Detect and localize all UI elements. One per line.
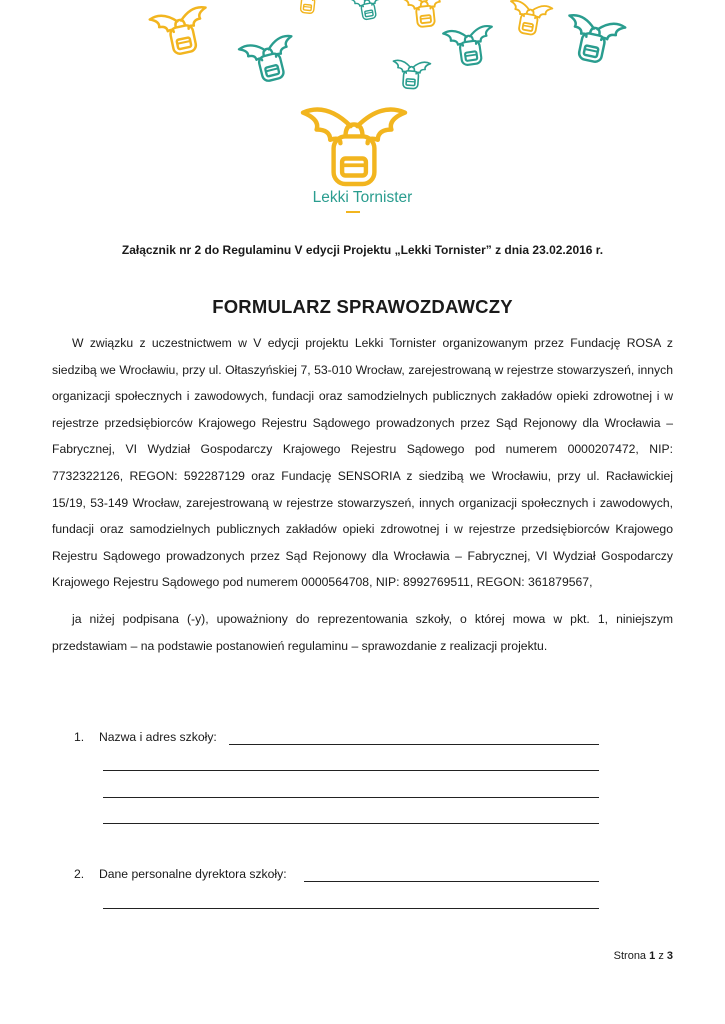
backpack-icon <box>443 25 497 67</box>
backpack-icon <box>561 14 625 67</box>
school-address-field-line[interactable] <box>103 823 599 824</box>
backpack-icon <box>392 60 431 90</box>
backpack-icon <box>239 35 301 86</box>
backpack-icon <box>349 0 386 22</box>
form-item-number: 2. <box>74 867 85 881</box>
footer-prefix: Strona <box>613 950 647 962</box>
school-name-field[interactable] <box>229 744 599 745</box>
footer-separator: z <box>658 950 664 962</box>
backpack-icon <box>506 0 553 37</box>
director-data-field-line[interactable] <box>103 908 599 909</box>
form-item-label: Dane personalne dyrektora szkoły: <box>98 867 287 881</box>
header-logo-area <box>0 0 725 220</box>
footer-current-page: 1 <box>649 950 656 962</box>
form-item-2 <box>74 867 287 881</box>
director-data-field[interactable] <box>304 881 599 882</box>
school-address-field-line[interactable] <box>103 797 599 798</box>
form-item-label: Nazwa i adres szkoły: <box>98 730 217 744</box>
annex-line: Załącznik nr 2 do Regulaminu V edycji Projektu „Lekki Tornister” z dnia 23.02.2016 r. <box>121 243 604 257</box>
flying-backpacks-illustration <box>0 0 725 220</box>
form-item-1 <box>74 730 217 744</box>
intro-text <box>52 330 673 659</box>
brand-underline <box>346 211 360 213</box>
backpack-icon <box>149 6 213 59</box>
intro-paragraph: W związku z uczestnictwem w V edycji projektu Lekki Tornister organizowanym przez Fundację ROSA z siedzibą we Wrocławiu, przy ul. Ołtaszyńskiej 7, 53-010 Wrocław, zarejestrowaną w rejestrze stowarzyszeń, innych organizacji społecznych i zawodowych, fundacji oraz samodzielnych publicznych zakładów opieki zdrowotnej i w rejestrze przedsiębiorców Krajowego Rejestru Sądowego prowadzonych przez Sąd Rejonowy dla Wrocławia – Fabrycznej, VI Wydział Gospodarczy Krajowego Rejestru Sądowego pod numerem 0000207472, NIP: 7732322126, REGON: 592287129 oraz Fundację SENSORIA z siedzibą we Wrocławiu, przy ul. Racławickiej 15/19, 53-149 Wrocław, zarejestrowaną w rejestrze stowarzyszeń, innych organizacji społecznych i zawodowych, fundacji oraz samodzielnych publicznych zakładów opieki zdrowotnej i w rejestrze przedsiębiorców Krajowego Rejestru Sądowego prowadzonych przez Sąd Rejonowy dla Wrocławia – Fabrycznej, VI Wydział Gospodarczy Krajowego Rejestru Sądowego pod numerem 0000564708, NIP: 8992769511, REGON: 361879567, <box>52 336 673 590</box>
main-backpack-icon <box>303 110 405 184</box>
form-item-number: 1. <box>74 730 85 744</box>
declaration-paragraph: ja niżej podpisana (-y), upoważniony do reprezentowania szkoły, o której mowa w pkt. 1, niniejszym przedstawiam – na podstawie postanowień regulaminu – sprawozdanie z realizacji projektu. <box>52 611 673 653</box>
page-footer <box>614 950 673 962</box>
footer-total-pages: 3 <box>666 950 673 962</box>
page-title: FORMULARZ SPRAWOZDAWCZY <box>212 296 513 317</box>
school-address-field-line[interactable] <box>103 770 599 771</box>
backpack-icon <box>402 0 448 29</box>
backpack-icon <box>290 0 325 15</box>
brand-name: Lekki Tornister <box>312 189 413 206</box>
